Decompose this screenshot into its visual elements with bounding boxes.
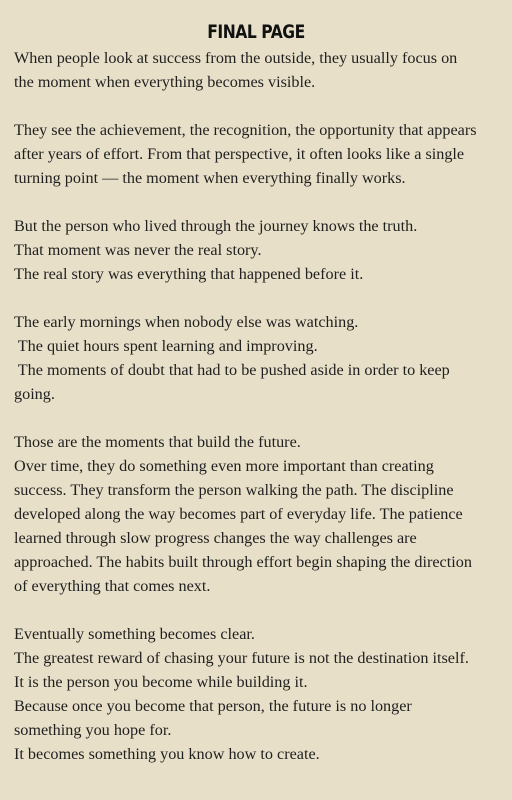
text-line: Those are the moments that build the future. (14, 433, 301, 451)
paragraph-6 (14, 622, 498, 766)
paragraph-4 (14, 310, 498, 406)
text-line: Eventually something becomes clear. (14, 625, 255, 643)
text-line: The early mornings when nobody else was watching. (14, 313, 359, 331)
paragraph-1 (14, 46, 498, 94)
text-line: The moments of doubt that had to be pushed aside in order to keep (14, 361, 450, 379)
text-line: But the person who lived through the journey knows the truth. (14, 217, 418, 235)
paragraph-5 (14, 430, 498, 598)
text-line: going. (14, 385, 55, 403)
page-title: FINAL PAGE (207, 21, 305, 43)
paragraph-gap (14, 406, 498, 430)
paragraph-gap (14, 190, 498, 214)
paragraph-gap (14, 598, 498, 622)
text-line: The greatest reward of chasing your future is not the destination itself. (14, 649, 469, 667)
text-line: They see the achievement, the recognition, the opportunity that appears (14, 121, 477, 139)
text-line: approached. The habits built through effort begin shaping the direction (14, 553, 472, 571)
text-line: after years of effort. From that perspective, it often looks like a single (14, 145, 465, 163)
text-line: success. They transform the person walking the path. The discipline (14, 481, 454, 499)
paragraph-gap (14, 286, 498, 310)
body-text (14, 46, 498, 766)
text-line: It becomes something you know how to create. (14, 745, 320, 763)
text-line: of everything that comes next. (14, 577, 211, 595)
paragraph-2 (14, 118, 498, 190)
text-line: The real story was everything that happened before it. (14, 265, 364, 283)
text-line: The quiet hours spent learning and improving. (14, 337, 318, 355)
paragraph-3 (14, 214, 498, 286)
text-line: It is the person you become while building it. (14, 673, 308, 691)
text-line: learned through slow progress changes the way challenges are (14, 529, 417, 547)
text-line: When people look at success from the outside, they usually focus on (14, 49, 458, 67)
text-line: the moment when everything becomes visible. (14, 73, 316, 91)
text-line: something you hope for. (14, 721, 172, 739)
text-line: Over time, they do something even more important than creating (14, 457, 434, 475)
text-line: Because once you become that person, the future is no longer (14, 697, 412, 715)
text-line: developed along the way becomes part of everyday life. The patience (14, 505, 463, 523)
paragraph-gap (14, 94, 498, 118)
text-line: That moment was never the real story. (14, 241, 262, 259)
text-line: turning point — the moment when everything finally works. (14, 169, 406, 187)
